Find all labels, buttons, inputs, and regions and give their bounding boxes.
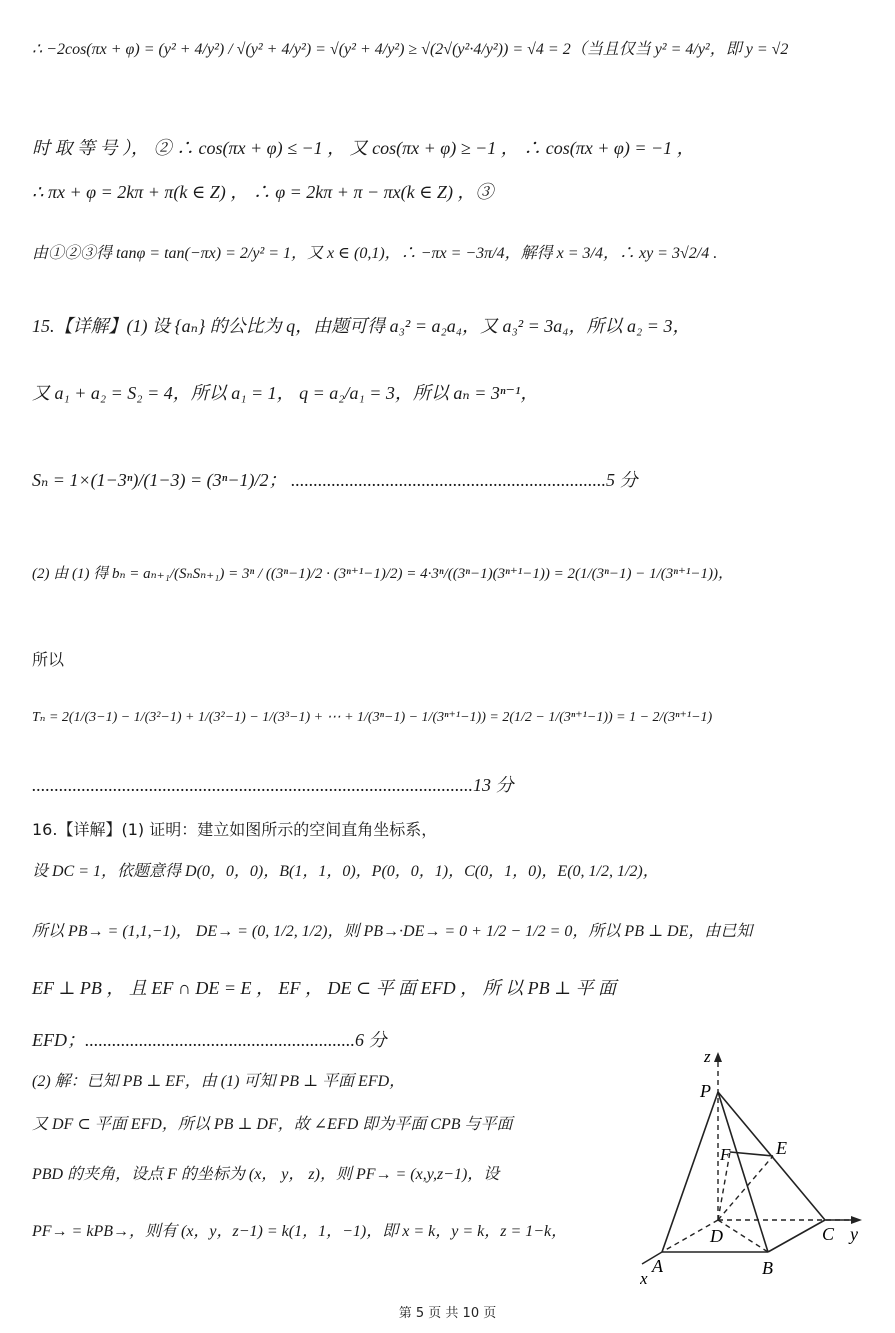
text-line-17: (2) 解：已知 PB ⊥ EF，由 (1) 可知 PB ⊥ 平面 EFD， [32,1073,406,1090]
text-line-13: 设 DC = 1，依题意得 D(0，0，0)，B(1，1，0)，P(0，0，1)，C(0，1，0)，E(0, 1/2, 1/2)， [32,863,659,880]
text-line-19: PBD 的夹角，设点 F 的坐标为 (x， y， z)，则 PF→ = (x,y,z−1)，设 [32,1166,500,1183]
label-x: x [640,1269,648,1288]
text-line-1: ∴ −2cos(πx + φ) = (y² + 4/y²) / √(y² + 4/y²) = √(y² + 4/y²) ≥ √(2√(y²·4/y²)) = √4 = 2（当且仅当 y² = 4/y²，即 y = √2 [32,41,789,58]
text-line-3: ∴ πx + φ = 2kπ + π(k ∈ Z) ， ∴ φ = 2kπ + π − πx(k ∈ Z) ，③ [32,182,494,202]
label-D: D [710,1226,723,1246]
text-line-16: EFD；............................................................6 分 [32,1030,387,1050]
text-line-20: PF→ = kPB→，则有 (x，y，z−1) = k(1，1，−1)，即 x = k，y = k，z = 1−k， [32,1223,568,1240]
text-line-7: Sₙ = 1×(1−3ⁿ)/(1−3) = (3ⁿ−1)/2； ......................................................................5 分 [32,470,638,490]
text-line-2: 时 取 等 号 ）， ② ∴ cos(πx + φ) ≤ −1 ， 又 cos(πx + φ) ≥ −1 ， ∴ cos(πx + φ) = −1 ， [32,138,695,158]
text-line-6: 又 a₁ + a₂ = S₂ = 4，所以 a₁ = 1， q = a₂/a₁ = 3，所以 aₙ = 3ⁿ⁻¹， [32,383,539,403]
text-line-5: 15.【详解】(1) 设 {aₙ} 的公比为 q，由题可得 a₃² = a₂a₄，又 a₃² = 3a₄，所以 a₂ = 3， [32,316,691,336]
text-line-14: 所以 PB→ = (1,1,−1)， DE→ = (0, 1/2, 1/2)，则 PB→·DE→ = 0 + 1/2 − 1/2 = 0，所以 PB ⊥ DE，由已知 [32,923,753,940]
label-B: B [762,1258,773,1278]
label-y: y [850,1224,858,1244]
text-line-10: Tₙ = 2(1/(3−1) − 1/(3²−1) + 1/(3²−1) − 1/(3³−1) + ⋯ + 1/(3ⁿ−1) − 1/(3ⁿ⁺¹−1)) = 2(1/2 − 1/(3ⁿ⁺¹−1)) = 1 − 2/(3ⁿ⁺¹−1) [32,710,713,725]
label-C: C [822,1224,835,1244]
text-line-4: 由①②③得 tanφ = tan(−πx) = 2/y² = 1，又 x ∈ (0,1)，∴ −πx = −3π/4，解得 x = 3/4，∴ xy = 3√2/4 . [32,245,718,262]
text-line-15: EF ⊥ PB ， 且 EF ∩ DE = E ， EF ， DE ⊂ 平 面 EFD ， 所 以 PB ⊥ 平 面 [32,978,617,998]
pyramid-figure [640,1050,880,1300]
text-line-8: (2) 由 (1) 得 bₙ = aₙ₊₁/(SₙSₙ₊₁) = 3ⁿ / ((3ⁿ−1)/2 · (3ⁿ⁺¹−1)/2) = 4·3ⁿ/((3ⁿ−1)(3ⁿ⁺¹−1)) = 2(1/(3ⁿ−1) − 1/(3ⁿ⁺¹−1))， [32,566,734,582]
label-E: E [776,1138,787,1158]
label-z: z [704,1050,711,1066]
label-P: P [700,1081,711,1101]
page-footer: 第 5 页 共 10 页 [398,1306,497,1321]
text-line-18: 又 DF ⊂ 平面 EFD，所以 PB ⊥ DF，故 ∠EFD 即为平面 CPB 与平面 [32,1116,513,1133]
text-line-11: ..................................................................................................13 分 [32,775,514,795]
text-line-9: 所以 [32,650,65,669]
label-A: A [652,1256,663,1276]
label-F: F [720,1145,731,1164]
text-line-12: 16.【详解】(1) 证明：建立如图所示的空间直角坐标系， [32,820,438,839]
